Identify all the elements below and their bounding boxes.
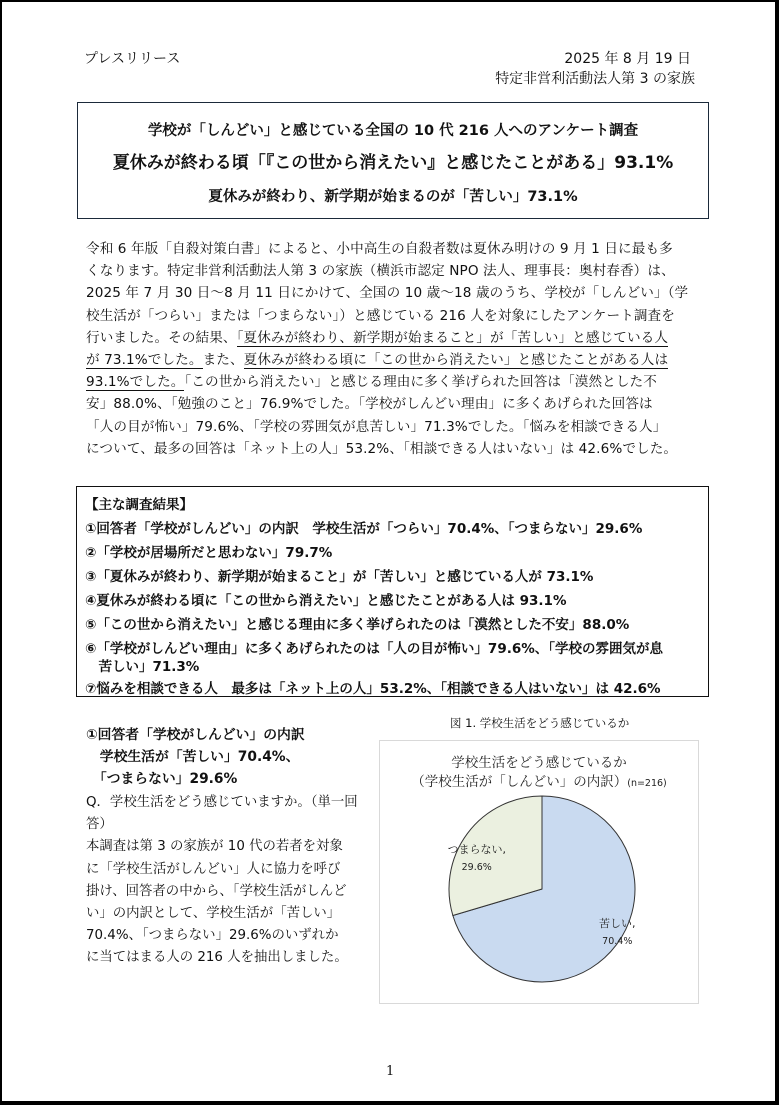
- intro-line: くなります。特定非営利活動法人第 3 の家族（横浜市認定 NPO 法人、理事長：奥村春香）は、: [86, 263, 675, 280]
- summary-box: [76, 486, 709, 697]
- document-page: [2, 2, 775, 1101]
- intro-paragraph: [86, 238, 716, 460]
- section-heading: [86, 724, 305, 790]
- summary-item: ⑤「この世から消えたい」と感じる理由に多く挙げられたのは「漠然とした不安」88.0%: [85, 617, 630, 633]
- figure-caption: 図 1. 学校生活をどう感じているか: [450, 716, 630, 730]
- release-date: 2025 年 8 月 19 日: [564, 51, 691, 67]
- question-line: 答）: [86, 817, 113, 833]
- section-heading-line: ①回答者「学校がしんどい」の内訳: [86, 727, 305, 743]
- body-line: に当てはまる人の 216 人を抽出しました。: [86, 950, 348, 966]
- title-line-3: 夏休みが終わり、新学期が始まるのが「苦しい」73.1%: [208, 189, 578, 205]
- title-line-2: 夏休みが終わる頃「『この世から消えたい』と感じたことがある」93.1%: [112, 153, 674, 173]
- intro-line: [86, 327, 716, 349]
- underlined-text: 93.1%でした。: [86, 374, 185, 391]
- section-body: [86, 792, 376, 970]
- intro-text: 行いました。その結果、: [86, 329, 237, 346]
- intro-line: 校生活が「つらい」または「つまらない」）と感じている 216 人を対象にしたアンケート調査を: [86, 307, 675, 324]
- underlined-text: が 73.1%でした。: [86, 351, 203, 368]
- title-line-1: 学校が「しんどい」と感じている全国の 10 代 216 人へのアンケート調査: [147, 123, 639, 139]
- summary-item: ④夏休みが終わる頃に「この世から消えたい」と感じたことがある人は 93.1%: [85, 593, 567, 609]
- intro-line: 「人の目が怖い」79.6%、「学校の雰囲気が息苦しい」71.3%でした。「悩みを相談できる人」: [86, 418, 667, 435]
- section-heading-line: 学校生活が「苦しい」70.4%、: [86, 749, 300, 765]
- pie-slice-value: 29.6%: [461, 862, 492, 874]
- pie-slice-label: 苦しい,: [599, 916, 636, 930]
- pie-slice-value: 70.4%: [602, 935, 633, 947]
- summary-item: ⑦悩みを相談できる人 最多は「ネット上の人」53.2%、「相談できる人はいない」は 42.6%: [85, 681, 661, 697]
- underlined-text: 夏休みが終わる頃に「この世から消えたい」と感じたことがある人は: [243, 351, 669, 368]
- intro-line: [86, 349, 716, 371]
- title-box: [77, 102, 709, 219]
- body-line: 本調査は第 3 の家族が 10 代の若者を対象: [86, 839, 343, 855]
- intro-line: について、最多の回答は「ネット上の人」53.2%、「相談できる人はいない」は 42.6%でした。: [86, 440, 678, 457]
- chart-subtitle: （学校生活が「しんどい」の内訳）: [411, 774, 628, 790]
- body-line: に「学校生活がしんどい」人に協力を呼び: [86, 861, 341, 877]
- body-line: 掛け、回答者の中から、「学校生活がしんど: [86, 883, 347, 899]
- section-heading-line: 「つまらない」29.6%: [86, 771, 238, 787]
- chart-frame: [379, 740, 699, 1004]
- chart-title: 学校生活をどう感じているか: [451, 755, 627, 771]
- intro-text: 「この世から消えたい」と感じる理由に多く挙げられた回答は「漠然とした不: [184, 374, 657, 391]
- chart-n-label: (n=216): [627, 778, 667, 789]
- pie-chart: [380, 741, 697, 1002]
- organization-name: 特定非営利活動法人第 3 の家族: [495, 71, 695, 87]
- intro-line: 安」88.0%、「勉強のこと」76.9%でした。「学校がしんどい理由」に多くあげられた回答は: [86, 396, 653, 413]
- summary-item: ①回答者「学校がしんどい」の内訳 学校生活が「つらい」70.4%、「つまらない」29.6%: [85, 521, 643, 537]
- question-line: Q．学校生活をどう感じていますか。（単一回: [86, 795, 358, 810]
- body-line: い」の内訳として、学校生活が「苦しい」: [86, 906, 341, 922]
- summary-heading: 【主な調査結果】: [85, 497, 193, 513]
- summary-item: ⑥「学校がしんどい理由」に多くあげられたのは「人の目が怖い」79.6%、「学校の雰囲気が息: [85, 641, 664, 657]
- summary-item: ③「夏休みが終わり、新学期が始まること」が「苦しい」と感じている人が 73.1%: [85, 569, 594, 585]
- summary-item-continued: 苦しい」71.3%: [85, 659, 200, 675]
- pie-slice-label: つまらない,: [447, 843, 506, 857]
- intro-line: 2025 年 7 月 30 日～8 月 11 日にかけて、全国の 10 歳～18 歳のうち、学校が「しんどい」（学: [86, 285, 689, 302]
- intro-text: また、: [202, 351, 244, 368]
- intro-line: [86, 371, 716, 393]
- intro-line: 令和 6 年版「自殺対策白書」によると、小中高生の自殺者数は夏休み明けの 9 月 1 日に最も多: [86, 241, 673, 257]
- body-line: 70.4%、「つまらない」29.6%のいずれか: [86, 928, 339, 944]
- underlined-text: 「夏休みが終わり、新学期が始まること」が「苦しい」と感じている人: [236, 329, 669, 346]
- press-release-label: プレスリリース: [84, 51, 181, 67]
- page-number: 1: [386, 1064, 395, 1079]
- summary-item: ②「学校が居場所だと思わない」79.7%: [85, 545, 333, 561]
